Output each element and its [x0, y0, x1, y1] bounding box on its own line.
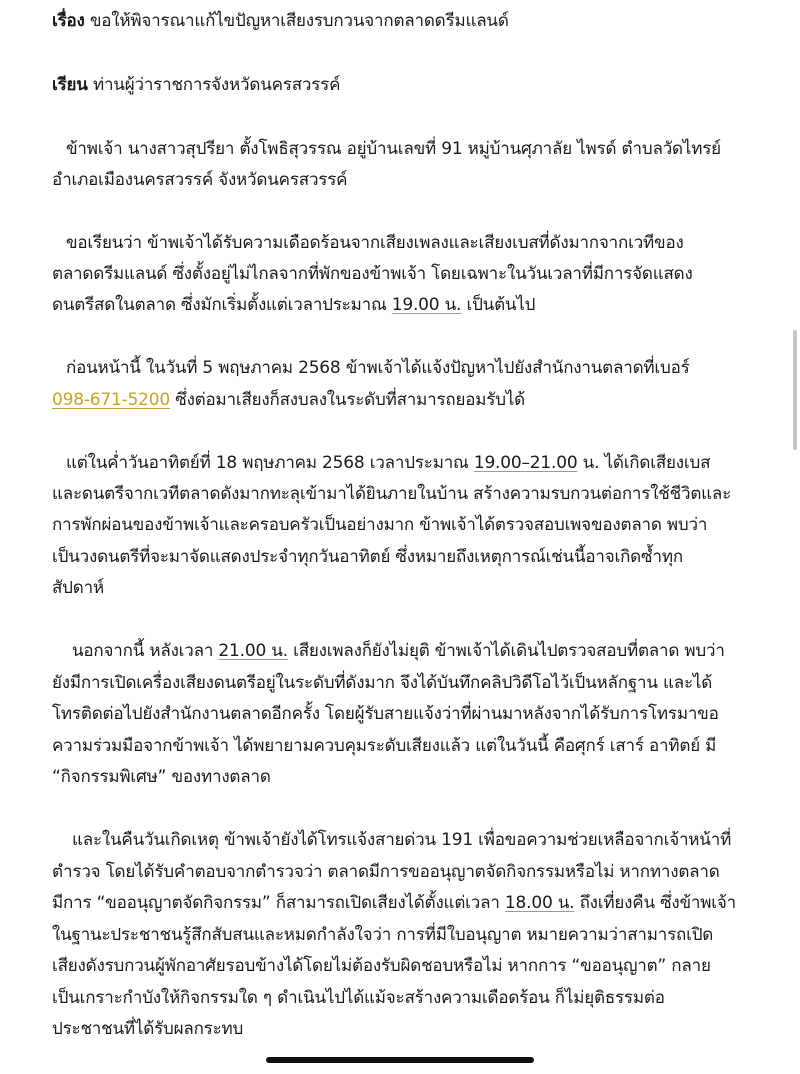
- paragraph-5-text-a: นอกจากนี้ หลังเวลา: [72, 641, 219, 661]
- vertical-scrollbar[interactable]: [793, 330, 797, 450]
- paragraph-1-line-2: อำเภอเมืองนครสวรรค์ จังหวัดนครสวรรค์: [52, 170, 348, 190]
- paragraph-2-text-b: เป็นต้นไป: [461, 295, 536, 315]
- paragraph-4-line-1: [52, 451, 710, 475]
- paragraph-6-line-2: ตำรวจ โดยได้รับคำตอบจากตำรวจว่า ตลาดมีการขออนุญาตจัดกิจกรรมหรือไม่ หากทางตลาด: [52, 862, 720, 882]
- paragraph-6-line-5: เสียงดังรบกวนผู้พักอาศัยรอบข้างได้โดยไม่ต้องรับผิดชอบหรือไม่ หากการ “ขออนุญาต” กลาย: [52, 956, 711, 976]
- subject-label: เรื่อง: [52, 11, 85, 31]
- salutation-label: เรียน: [52, 75, 88, 95]
- paragraph-6-line-3: [52, 891, 736, 915]
- time-detection-2100[interactable]: 21.00 น.: [218, 641, 288, 661]
- paragraph-2-line-1: ขอเรียนว่า ข้าพเจ้าได้รับความเดือดร้อนจากเสียงเพลงและเสียงเบสที่ดังมากจากเวทีของ: [66, 233, 684, 253]
- paragraph-5-line-4: ความร่วมมือจากข้าพเจ้า ได้พยายามควบคุมระดับเสียงแล้ว แต่ในวันนี้ คือศุกร์ เสาร์ อาทิตย์ มี: [52, 736, 717, 756]
- paragraph-2-line-3: [52, 293, 535, 317]
- paragraph-3-line-2: [52, 388, 525, 412]
- subject-line: [52, 9, 509, 33]
- paragraph-4-line-3: การพักผ่อนของข้าพเจ้าและครอบครัวเป็นอย่างมาก ข้าพเจ้าได้ตรวจสอบเพจของตลาด พบว่า: [52, 515, 708, 535]
- time-detection-1900[interactable]: 19.00 น.: [391, 295, 462, 315]
- paragraph-3-text-b: ซึ่งต่อมาเสียงก็สงบลงในระดับที่สามารถยอมรับได้: [170, 390, 526, 410]
- paragraph-6-line-4: ในฐานะประชาชนรู้สึกสับสนและหมดกำลังใจว่า การที่มีใบอนุญาต หมายความว่าสามารถเปิด: [52, 925, 714, 945]
- paragraph-2-line-2: ตลาดดรีมแลนด์ ซึ่งตั้งอยู่ไม่ไกลจากที่พักของข้าพเจ้า โดยเฉพาะในวันเวลาที่มีการจัดแสดง: [52, 264, 693, 284]
- paragraph-6-line-6: เป็นเกราะกำบังให้กิจกรรมใด ๆ ดำเนินไปได้แม้จะสร้างความเดือดร้อน ก็ไม่ยุติธรรมต่อ: [52, 988, 665, 1008]
- paragraph-6-line-7: ประชาชนที่ได้รับผลกระทบ: [52, 1019, 244, 1039]
- paragraph-4-line-5: สัปดาห์: [52, 578, 104, 598]
- time-detection-range[interactable]: 19.00–21.00: [473, 453, 578, 473]
- phone-number-link[interactable]: 098-671-5200: [52, 390, 171, 410]
- paragraph-5-text-b: เสียงเพลงก็ยังไม่ยุติ ข้าพเจ้าได้เดินไปตรวจสอบที่ตลาด พบว่า: [287, 641, 725, 661]
- paragraph-4-text-b: น. ได้เกิดเสียงเบส: [577, 453, 711, 473]
- paragraph-4-line-4: เป็นวงดนตรีที่จะมาจัดแสดงประจำทุกวันอาทิตย์ ซึ่งหมายถึงเหตุการณ์เช่นนี้อาจเกิดซ้ำทุก: [52, 547, 684, 567]
- salutation-text: ท่านผู้ว่าราชการจังหวัดนครสวรรค์: [87, 75, 341, 95]
- time-detection-1800[interactable]: 18.00 น.: [504, 893, 575, 913]
- paragraph-5-line-1: [52, 639, 725, 663]
- paragraph-5-line-5: “กิจกรรมพิเศษ” ของทางตลาด: [52, 767, 271, 787]
- paragraph-3-line-1: ก่อนหน้านี้ ในวันที่ 5 พฤษภาคม 2568 ข้าพเจ้าได้แจ้งปัญหาไปยังสำนักงานตลาดที่เบอร์: [66, 358, 690, 378]
- home-indicator[interactable]: [266, 1057, 534, 1063]
- paragraph-4-text-a: แต่ในค่ำวันอาทิตย์ที่ 18 พฤษภาคม 2568 เวลาประมาณ: [66, 453, 474, 473]
- paragraph-6-text-a: มีการ “ขออนุญาตจัดกิจกรรม” ก็สามารถเปิดเสียงได้ตั้งแต่เวลา: [52, 893, 505, 913]
- paragraph-5-line-2: ยังมีการเปิดเครื่องเสียงดนตรีอยู่ในระดับที่ดังมาก จึงได้บันทึกคลิปวิดีโอไว้เป็นหลักฐาน และได้: [52, 673, 713, 693]
- paragraph-1-line-1: ข้าพเจ้า นางสาวสุปรียา ตั้งโพธิสุวรรณ อยู่บ้านเลขที่ 91 หมู่บ้านศุภาลัย ไพรด์ ตำบลวัดไทรย์: [66, 139, 721, 159]
- paragraph-2-text-a: ดนตรีสดในตลาด ซึ่งมักเริ่มตั้งแต่เวลาประมาณ: [52, 295, 392, 315]
- paragraph-5-line-3: โทรติดต่อไปยังสำนักงานตลาดอีกครั้ง โดยผู้รับสายแจ้งว่าที่ผ่านมาหลังจากได้รับการโทรมาขอ: [52, 704, 719, 724]
- paragraph-4-line-2: และดนตรีจากเวทีตลาดดังมากทะลุเข้ามาได้ยินภายในบ้าน สร้างความรบกวนต่อการใช้ชีวิตและ: [52, 484, 732, 504]
- subject-text: ขอให้พิจารณาแก้ไขปัญหาเสียงรบกวนจากตลาดดรีมแลนด์: [84, 11, 509, 31]
- paragraph-6-text-b: ถึงเที่ยงคืน ซึ่งข้าพเจ้า: [574, 893, 736, 913]
- paragraph-6-line-1: และในคืนวันเกิดเหตุ ข้าพเจ้ายังได้โทรแจ้งสายด่วน 191 เพื่อขอความช่วยเหลือจากเจ้าหน้าที่: [72, 830, 732, 850]
- salutation-line: [52, 73, 340, 97]
